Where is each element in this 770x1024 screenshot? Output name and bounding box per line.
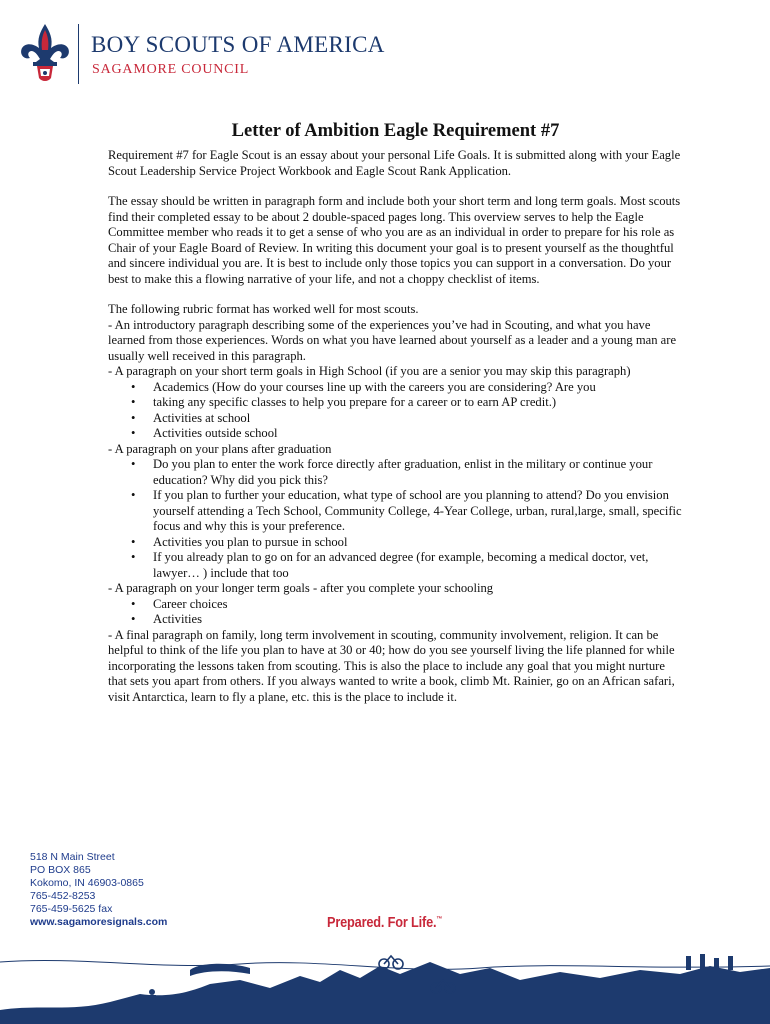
address-city: Kokomo, IN 46903-0865 [30, 877, 144, 889]
address-street: 518 N Main Street [30, 851, 115, 863]
list-item: • Activities outside school [153, 426, 683, 442]
tagline [327, 914, 442, 931]
rubric-item-final-paragraph: - A final paragraph on family, long term involvement in scouting, community involvement, religion. It can be helpful to think of the life you plan to have at 30 or 40; how do you see yourself living the life planned for while incorporating the lessons taken from scouting. This is also the place to include any goal that you might nurture that sets you apart from others. If you always wanted to write a book, climb Mt. Rainier, go on an African safari, visit Antarctica, learn to fly a plane, etc. this is the place to include it. [108, 627, 675, 704]
letterhead [18, 22, 418, 86]
document-title: Letter of Ambition Eagle Requirement #7 [231, 121, 560, 141]
website-link[interactable]: www.sagamoresignals.com [30, 916, 168, 928]
header-divider [78, 24, 79, 84]
list-item: • If you plan to further your education, what type of school are you planning to attend? Do you envision yourself attending a Tech School, Community College, 4-Year College, urban, rural,large, small, specific focus and why this is your preference. [153, 488, 683, 535]
intro-paragraph: Requirement #7 for Eagle Scout is an essay about your personal Life Goals. It is submitted along with your Eagle Scout Leadership Service Project Workbook and Eagle Scout Rank Application. [108, 148, 681, 178]
longer-term-list [108, 597, 683, 628]
fleur-de-lis-icon [18, 22, 72, 84]
org-name: BOY SCOUTS OF AMERICA [91, 32, 385, 57]
list-item: • Activities [153, 612, 683, 628]
rubric-item-short-term: - A paragraph on your short term goals in High School (if you are a senior you may skip this paragraph) [108, 364, 631, 378]
rubric-item-longer-term: - A paragraph on your longer term goals - after you complete your schooling [108, 581, 494, 595]
outdoor-landscape-illustration [0, 940, 770, 1024]
rubric-section [108, 302, 683, 705]
phone-number: 765-452-8253 [30, 890, 96, 902]
tagline-text: Prepared. For Life. [327, 914, 437, 931]
trademark-mark: ™ [436, 916, 443, 923]
list-item: • Activities at school [153, 411, 683, 427]
list-item: • Career choices [153, 597, 683, 613]
list-item: • If you already plan to go on for an advanced degree (for example, becoming a medical doctor, vet, lawyer… ) include that too [153, 550, 683, 581]
address-po-box: PO BOX 865 [30, 864, 91, 876]
list-item: • Activities you plan to pursue in school [153, 535, 683, 551]
rubric-item-intro-paragraph: - An introductory paragraph describing some of the experiences you’ve had in Scouting, and what you have learned from those experiences. Words on what you have learned about yourself as a leader and a young man are usually well received in this paragraph. [108, 317, 677, 363]
kayaker-icon [148, 989, 156, 1001]
fax-number: 765-459-5625 fax [30, 903, 113, 915]
rubric-intro: The following rubric format has worked well for most scouts. [108, 302, 419, 316]
contact-block [30, 851, 167, 929]
list-item: • taking any specific classes to help you prepare for a career or to earn AP credit.) [153, 395, 683, 411]
list-item: • Do you plan to enter the work force directly after graduation, enlist in the military or continue your education? Why did you pick this? [153, 457, 683, 488]
essay-guidance-paragraph: The essay should be written in paragraph form and include both your short term and long term goals. Most scouts find their completed essay to be about 2 double-spaced pages long. This overview serves to help the Eagle Committee member who reads it to get a sense of who you are as an individual in order to prepare for his role as Chair of your Eagle Board of Review. In writing this document your goal is to present yourself as the thoughtful and sincere individual you are. It is best to include only those topics you can support in a conversation. Do your best to make this a flowing narrative of your life, and not a choppy checklist of items. [108, 194, 681, 286]
rubric-item-after-graduation: - A paragraph on your plans after graduation [108, 441, 332, 456]
document-body [108, 120, 683, 705]
short-term-list [108, 380, 683, 442]
after-graduation-list [108, 457, 683, 581]
council-name: SAGAMORE COUNCIL [92, 62, 250, 77]
list-item: • Academics (How do your courses line up with the careers you are considering? Are you [153, 380, 683, 396]
